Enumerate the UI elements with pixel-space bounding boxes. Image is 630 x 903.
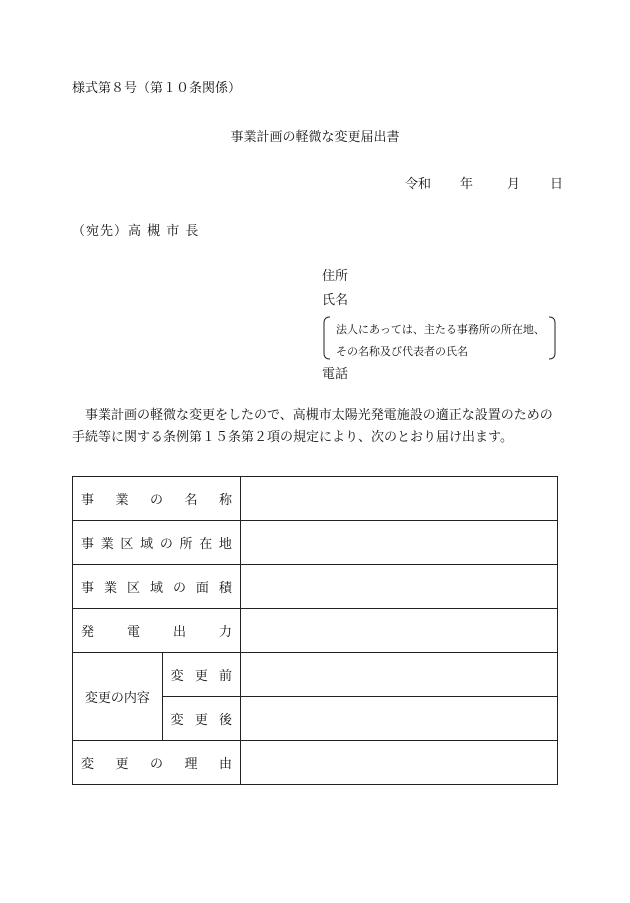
project-location-label (73, 521, 241, 565)
table-row (73, 477, 558, 521)
label-char: 電 (126, 625, 140, 640)
label-char: 面 (195, 581, 209, 596)
details-table (72, 476, 558, 785)
change-reason-label (73, 741, 241, 785)
label-char: 区 (120, 537, 134, 552)
label-char: 事 (81, 537, 95, 552)
label-char: 業 (100, 537, 114, 552)
label-char: 理 (184, 757, 198, 772)
label-char: の (149, 757, 163, 772)
corporate-note-bracket (322, 315, 557, 361)
table-row (73, 521, 558, 565)
label-char: の (149, 493, 163, 508)
label-char: 業 (103, 581, 117, 596)
form-number: 様式第８号（第１０条関係） (72, 81, 242, 96)
label-char: 力 (218, 625, 232, 640)
label-char: 変 (170, 669, 184, 684)
applicant-block (322, 265, 557, 387)
label-char: 域 (149, 581, 163, 596)
power-output-label (73, 609, 241, 653)
project-area-value[interactable] (241, 565, 558, 609)
label-char: 変 (170, 713, 184, 728)
change-reason-value[interactable] (241, 741, 558, 785)
label-char: 変 (81, 757, 95, 772)
label-char: の (159, 537, 173, 552)
power-output-value[interactable] (241, 609, 558, 653)
label-char: 更 (194, 669, 208, 684)
before-change-value[interactable] (241, 653, 558, 697)
label-char: 事 (81, 581, 95, 596)
label-char: 発 (81, 625, 95, 640)
after-change-value[interactable] (241, 697, 558, 741)
address-label: 住所 (322, 269, 349, 284)
date-line (405, 173, 563, 192)
before-change-label (162, 653, 240, 697)
date-era: 令和 (405, 177, 432, 192)
label-char: 区 (126, 581, 140, 596)
table-row (73, 653, 558, 697)
addressee: （宛先）高 槻 市 長 (72, 224, 200, 239)
label-char: 積 (218, 581, 232, 596)
corporate-note-line-2: その名称及び代表者の氏名 (336, 345, 468, 358)
table-row (73, 741, 558, 785)
document-title: 事業計画の軽微な変更届出書 (230, 130, 400, 145)
label-char: 地 (218, 537, 232, 552)
label-char: 由 (218, 757, 232, 772)
label-char: 更 (115, 757, 129, 772)
project-area-label (73, 565, 241, 609)
label-char: 更 (194, 713, 208, 728)
change-content-label: 変更の内容 (73, 653, 163, 741)
label-char: 域 (140, 537, 154, 552)
label-char: 後 (218, 713, 232, 728)
phone-label: 電話 (322, 367, 349, 382)
label-char: 前 (218, 669, 232, 684)
label-char: 業 (115, 493, 129, 508)
table-row (73, 565, 558, 609)
label-char: 称 (218, 493, 232, 508)
project-name-label (73, 477, 241, 521)
label-char: 所 (179, 537, 193, 552)
corporate-note-line-1: 法人にあっては、主たる事務所の所在地、 (336, 323, 545, 336)
table-row (73, 609, 558, 653)
body-text: 事業計画の軽微な変更をしたので、高槻市太陽光発電施設の適正な設置のための手続等に関する条例第１５条第２項の規定により、次のとおり届け出ます。 (72, 408, 553, 445)
project-name-value[interactable] (241, 477, 558, 521)
label-char: 在 (199, 537, 213, 552)
date-day-label: 日 (550, 177, 564, 192)
date-year-label: 年 (460, 177, 474, 192)
label-char: の (172, 581, 186, 596)
name-label: 氏名 (322, 293, 349, 308)
label-char: 事 (81, 493, 95, 508)
project-location-value[interactable] (241, 521, 558, 565)
date-month-label: 月 (507, 177, 521, 192)
label-char: 出 (172, 625, 186, 640)
label-char: 名 (184, 493, 198, 508)
after-change-label (162, 697, 240, 741)
